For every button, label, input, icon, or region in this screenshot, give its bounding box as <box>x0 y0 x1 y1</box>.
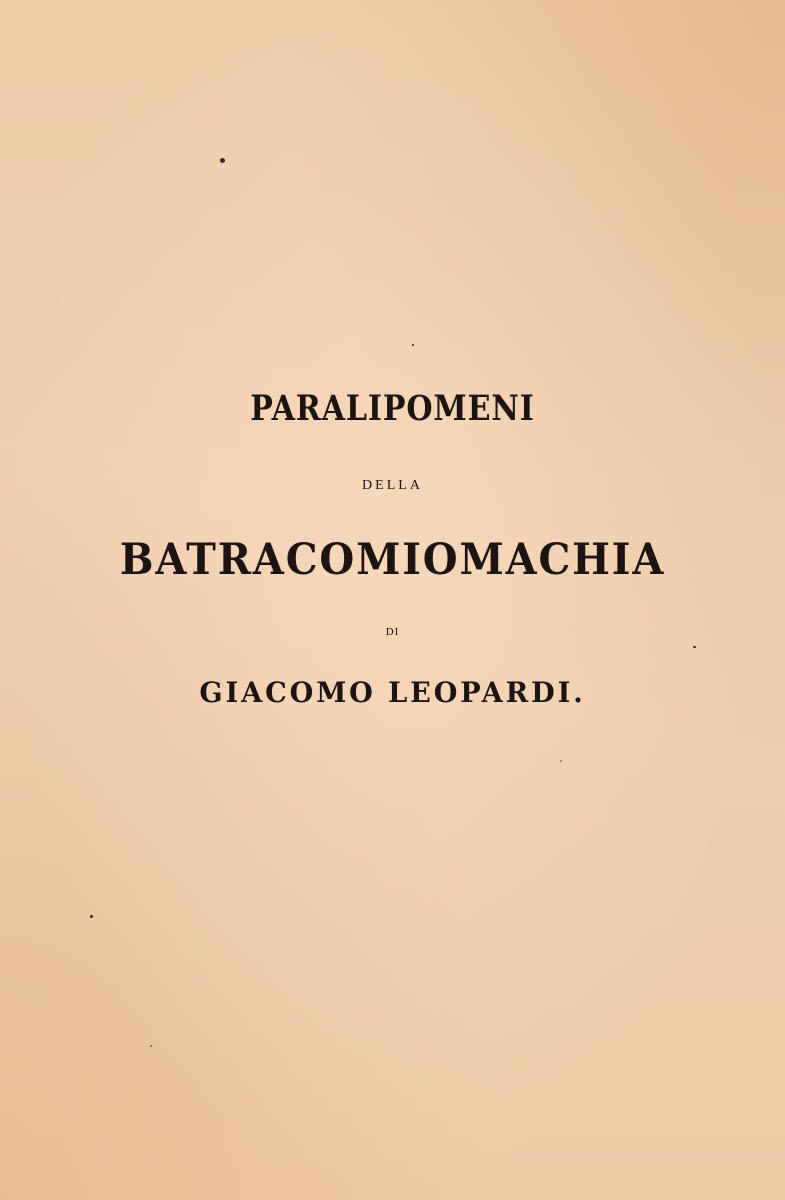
ink-speck <box>220 158 225 163</box>
title-line-batracomiomachia: BATRACOMIOMACHIA <box>119 535 666 585</box>
title-line-di: DI <box>385 626 400 638</box>
title-line-paralipomeni: PARALIPOMENI <box>250 388 535 429</box>
author-name: GIACOMO LEOPARDI. <box>199 676 586 709</box>
ink-speck <box>90 915 93 918</box>
ink-speck <box>560 760 562 762</box>
ink-speck <box>693 646 696 648</box>
title-line-della: DELLA <box>362 478 423 493</box>
ink-speck <box>412 344 414 346</box>
ink-speck <box>150 1045 152 1047</box>
